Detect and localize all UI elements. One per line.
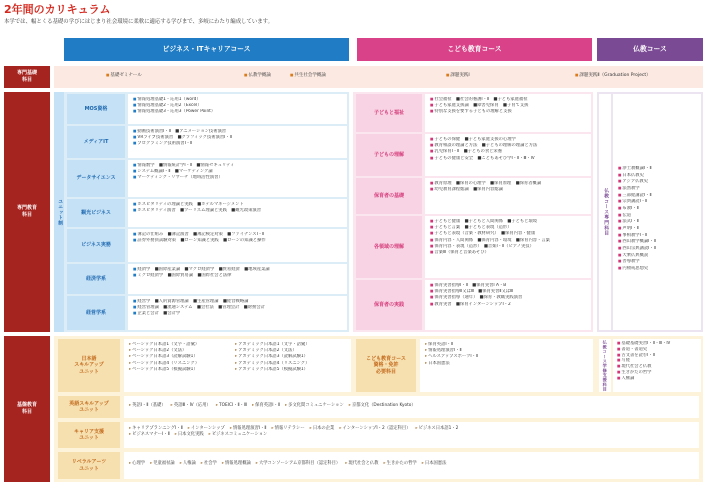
- biz-unit-name: データサイエンス: [67, 160, 125, 197]
- bukkyo-item: ■ 法然教学: [618, 186, 696, 193]
- bukkyo-item: ■ 浄土教概論Ⅰ・Ⅱ: [618, 166, 696, 173]
- kodomo-unit-line: ■ 保育実習指導Ⅰ・Ⅱ ■保育実習Ⅰ A・B: [430, 283, 586, 289]
- kodomo-unit-name: 保育者の実践: [356, 280, 422, 330]
- biz-unit-name: 経済学系: [67, 264, 125, 294]
- bukkyo-kiban-item: ■ 現代社会と仏教: [617, 364, 697, 370]
- kodomo-unit-line: ■ 特別な支援を要する子どもの理解と支援: [430, 109, 586, 115]
- bukkyo-item: ■ 円頓戒思想史: [618, 266, 696, 273]
- unit-career: キャリア支援 ユニット: [58, 422, 120, 448]
- biz-unit-line: ■ 情報処理基礎2・応用2（Excel）: [133, 103, 342, 109]
- kiban-item: ▸ 日本国憲法: [422, 461, 447, 467]
- section-kiban: 基盤教育 科目: [4, 336, 50, 482]
- biz-unit-line: ■ プログラミング技術演習Ⅰ・Ⅱ: [133, 141, 342, 147]
- header-business-course: ビジネス・ITキャリアコース: [64, 38, 349, 61]
- biz-unit-line: ■ 経営学 ■人的資源管理論 ■生産管理論 ■経営戦略論: [133, 299, 342, 305]
- kiban-item: ▸ 京都文化（Destination Kyoto）: [349, 403, 416, 409]
- biz-unit-box: [128, 296, 347, 330]
- bukkyo-item: ■ 日本仏教史: [618, 173, 696, 180]
- english-box: [124, 396, 699, 418]
- nihongo-item: ▸ ベーシック日本語5（模擬試験1）: [129, 367, 235, 373]
- kiban-item: ▸ 情報処理概論: [222, 461, 251, 467]
- kiban-item: ▸ ビジネスマナーⅠ・Ⅱ: [129, 432, 170, 438]
- biz-unit-box: [128, 126, 347, 158]
- biz-unit-name: メディアIT: [67, 126, 125, 158]
- biz-unit-line: ■ マーケティング・リサーチ（地域活性演習）: [133, 175, 342, 181]
- biz-unit-name: 経営学系: [67, 296, 125, 330]
- bukkyo-vertical-label: 仏教コース専門科目: [599, 94, 611, 330]
- kiban-item: ▸ 生きかたの哲学: [383, 461, 416, 467]
- biz-unit-line: ■ ホスピタリティの理論と実践 ■ホテルマネージメント: [133, 202, 342, 208]
- bukkyo-item: ■ 法式Ⅰ・Ⅱ: [618, 219, 696, 226]
- kiban-item: ▸ 大学コンソーシアム京都科目（認定科目）: [256, 461, 340, 467]
- kodomo-unit-name: 各領域の理解: [356, 216, 422, 278]
- kodomo-kiban-item: ▸ 保育英語Ⅰ・Ⅱ: [425, 342, 588, 348]
- biz-unit-line: ■ 簿記の仕組み ■簿記演習 ■簿記検定対策 ■ファイナンスⅠ・Ⅱ: [133, 232, 342, 238]
- bukkyo-kiban-item: ■ 古文書を読むⅠ・Ⅱ: [617, 353, 697, 359]
- kiban-item: ▸ インターンシップ: [188, 426, 225, 432]
- kiso-row: [54, 66, 703, 88]
- kiso-item: ■ 共生社会学概論: [290, 73, 326, 79]
- kiso-item: ■ 課題実践Ⅱ（Graduation Project）: [575, 73, 651, 79]
- kiban-item: ▸ インターンシップⅠ・2（認定科目）: [339, 426, 410, 432]
- kodomo-kiban-item: ▸ 日本国憲法: [425, 361, 588, 367]
- bukkyo-item: ■ 事相教学Ⅰ・Ⅱ: [618, 233, 696, 240]
- kiban-item: ▸ 人権論: [180, 461, 196, 467]
- kodomo-unit-name: 子どもと福祉: [356, 94, 422, 132]
- nihongo-box: [124, 339, 351, 392]
- kiban-item: ▸ 現代社会と仏教: [345, 461, 378, 467]
- bukkyo-item: ■ 善導教学: [618, 259, 696, 266]
- kodomo-unit-line: ■ 保育実習指導Ⅱ又はⅢ ■保育実習Ⅱ又はⅢ: [430, 289, 586, 295]
- bukkyo-kiban-item: ■ 写経: [617, 358, 697, 364]
- bukkyo-list: [613, 94, 701, 330]
- header-kodomo-course: こども教育コース: [357, 38, 592, 61]
- section-senmon-kyoiku: 専門教育 科目: [4, 92, 50, 332]
- biz-unit-line: ■ ホスピタリティ演習 ■ツーリズム理論と実践 ■観光政策演習: [133, 208, 342, 214]
- page-title: 2年間のカリキュラム: [4, 3, 111, 16]
- biz-unit-line: ■ システム概論Ⅰ・Ⅱ ■マーケティング論: [133, 169, 342, 175]
- biz-unit-name: MOS資格: [67, 94, 125, 124]
- nihongo-item: ▸ ベーシック日本語2（文法）: [129, 348, 235, 354]
- kiban-item: ▸ 日本の企業: [310, 426, 335, 432]
- kodomo-unit-box: [425, 178, 591, 214]
- liberal-box: [124, 452, 699, 479]
- nihongo-item: ▸ ベーシック日本語1（文字・語彙）: [129, 342, 235, 348]
- bukkyo-item: ■ 西山教学概論Ⅰ・Ⅱ: [618, 239, 696, 246]
- biz-unit-line: ■ VRライブ技術演習 ■グラフィック技術演習Ⅰ・Ⅱ: [133, 135, 342, 141]
- bukkyo-item: ■ 宗典講読Ⅰ・Ⅱ: [618, 199, 696, 206]
- nihongo-item: ▸ アカデミック日本語1（文字・語彙）: [235, 342, 310, 348]
- kiban-item: ▸ TOEICⅠ・Ⅱ・Ⅲ: [216, 403, 247, 409]
- kiban-item: ▸ 英語Ⅲ・Ⅳ（応用）: [171, 403, 211, 409]
- kodomo-unit-line: ■ 子どもと健康 ■子どもと人間関係 ■子どもと環境: [430, 219, 586, 225]
- biz-unit-box: [128, 264, 347, 294]
- bukkyo-kiban-item: ■ 生きかたの哲学: [617, 370, 697, 376]
- bukkyo-item: ■ 声明Ⅰ・Ⅱ: [618, 226, 696, 233]
- kodomo-unit-line: ■ 幼児教育課程総論 ■保育内容総論: [430, 187, 586, 193]
- bukkyo-item: ■ 布教Ⅰ・Ⅱ: [618, 206, 696, 213]
- kiban-item: ▸ ビジネスコミュニケーション: [209, 432, 268, 438]
- kodomo-unit-box: [425, 280, 591, 330]
- section-senmon-kiso: 専門基礎 科目: [4, 66, 50, 88]
- kodomo-unit-name: 子どもの理解: [356, 134, 422, 176]
- bukkyo-item: ■ アジア仏教史: [618, 179, 696, 186]
- nihongo-item: ▸ アカデミック日本語3（読解試験1）: [235, 354, 310, 360]
- kodomo-kiban-box: [420, 339, 593, 392]
- kodomo-unit-line: ■ 保育実習指導（通年） ■保育・教職実践演習: [430, 295, 586, 301]
- kodomo-unit-line: ■ 教育実習 ■保育インターンシップⅠ・2: [430, 302, 586, 308]
- kiban-item: ▸ 英語Ⅰ・Ⅱ（基礎）: [129, 403, 166, 409]
- kodomo-unit-line: ■ 社会福祉 ■社会的養護Ⅰ・Ⅱ ■子ども家庭福祉: [430, 97, 586, 103]
- bukkyo-item: ■ 伝道: [618, 213, 696, 220]
- unit-english: 英語スキルアップ ユニット: [58, 396, 120, 418]
- career-box: [124, 422, 699, 448]
- biz-unit-box: [128, 94, 347, 124]
- biz-unit-line: ■ 情報処理基礎1・応用1（word）: [133, 97, 342, 103]
- kiban-item: ▸ ビジネス日本語1・2: [416, 426, 459, 432]
- unit-nihongo: 日本語 スキルアップ ユニット: [58, 339, 120, 392]
- biz-unit-box: [128, 199, 347, 227]
- bukkyo-kiban-box: [613, 339, 701, 392]
- kiban-item: ▸ 情報リテラシー: [271, 426, 304, 432]
- biz-unit-line: ■ ミクロ経済学 ■国際貿易論 ■国際社会と法律: [133, 273, 342, 279]
- biz-unit-box: [128, 160, 347, 197]
- biz-unit-line: ■ 情報処理基礎3・応用3（Power Point）: [133, 109, 342, 115]
- kodomo-unit-line: ■ 子どもの健康と安全 ■こどもあそび学Ⅰ・Ⅱ・Ⅲ・Ⅳ: [430, 156, 586, 162]
- nihongo-item: ▸ ベーシック日本語3（読解試験1）: [129, 354, 235, 360]
- bukkyo-kiban-vertical: 仏教コース学修支援科目: [599, 339, 611, 392]
- biz-unit-name: ビジネス実務: [67, 229, 125, 262]
- biz-unit-line: ■ 動画技術演習Ⅰ・Ⅱ ■アニメーション技術演習: [133, 129, 342, 135]
- kodomo-unit-line: ■ 教育相談の理論と方法 ■子どもの理解の理論と方法: [430, 143, 586, 149]
- biz-unit-box: [128, 229, 347, 262]
- bukkyo-item: ■ 西山宗典講読Ⅰ・Ⅱ: [618, 246, 696, 253]
- kodomo-unit-line: ■ 乳児保育Ⅰ・Ⅱ ■子どもの食と栄養: [430, 149, 586, 155]
- kodomo-kiban-item: ▸ 情報処理演習Ⅰ・Ⅱ: [425, 348, 588, 354]
- nihongo-item: ▸ ベーシック日本語4（リスニング）: [129, 361, 235, 367]
- kodomo-unit-box: [425, 134, 591, 176]
- biz-unit-line: ■ 経済学 ■国際産業論 ■マクロ経済学 ■貿易経済 ■地域産業論: [133, 267, 342, 273]
- bukkyo-kiban-item: ■ 書道・書道史: [617, 347, 697, 353]
- nihongo-item: ▸ アカデミック日本語5（模擬試験1）: [235, 367, 310, 373]
- kodomo-unit-box: [425, 94, 591, 132]
- kodomo-kiban-label: こども教育コース 資格・免許 必要科目: [356, 339, 416, 392]
- kiban-item: ▸ キャリアプランニングⅠ・Ⅱ: [129, 426, 183, 432]
- kodomo-unit-name: 保育者の基礎: [356, 178, 422, 214]
- kiban-item: ▸ 保育英語Ⅰ・Ⅱ: [252, 403, 280, 409]
- nihongo-item: ▸ アカデミック日本語2（文法）: [235, 348, 310, 354]
- kodomo-unit-box: [425, 216, 591, 278]
- biz-unit-name: 観光ビジネス: [67, 199, 125, 227]
- unit-liberal: リベラルアーツ ユニット: [58, 452, 120, 479]
- kodomo-unit-line: ■ 保育内容・表現（造形） ■音楽Ⅰ・Ⅱ（ピアノ実技）: [430, 244, 586, 250]
- header-bukkyo-course: 仏教コース: [597, 38, 703, 61]
- biz-unit-line: ■ 情報数学 ■情報統計学Ⅰ・Ⅱ ■情報セキュリティ: [133, 163, 342, 169]
- nihongo-item: ▸ アカデミック日本語4（リスニング）: [235, 361, 310, 367]
- kiso-item: ■ 課題実践Ⅰ: [446, 73, 470, 79]
- bukkyo-item: ■ 三部経講読Ⅰ・Ⅱ: [618, 193, 696, 200]
- kodomo-unit-line: ■ 子どもの保健 ■子ども家庭支援の心理学: [430, 137, 586, 143]
- biz-unit-line: ■ 証券外務員試験対策 ■ローン知識と実践 ■ローンの知識と操作: [133, 238, 342, 244]
- bukkyo-kiban-item: ■ 基礎基礎実習Ⅰ・Ⅱ・Ⅲ・Ⅳ: [617, 341, 697, 347]
- kiso-item: ■ 仏教学概論: [244, 73, 271, 79]
- kiso-item: ■ 基礎ゼミナール: [106, 73, 142, 79]
- kodomo-unit-line: ■ 子どもと表現（音楽・教材研究） ■保育内容・健康: [430, 231, 586, 237]
- bukkyo-item: ■ 大乗仏典概説: [618, 253, 696, 260]
- unit-label: ユニット制: [54, 92, 64, 332]
- kodomo-unit-line: ■ 子ども家庭支援論 ■障害児保育 ■子育て支援: [430, 103, 586, 109]
- page-lead: 本学では、幅とくる基礎の学びにはじまり社会環境に柔軟に適応する学びまで、多岐にわたり編成しています。: [4, 19, 273, 25]
- biz-unit-line: ■ 企業と会計 ■会計学: [133, 311, 342, 317]
- kiban-item: ▸ 児童福祉論: [150, 461, 175, 467]
- kodomo-unit-line: ■ 音楽Ⅲ（保育と音楽あそび）: [430, 250, 586, 256]
- kodomo-unit-line: ■ 子どもと言葉 ■子どもと表現（造形）: [430, 225, 586, 231]
- kodomo-unit-line: ■ 教育原理 ■保育の心理学 ■保育原理 ■保育者概論: [430, 181, 586, 187]
- kiban-item: ▸ 社会学: [201, 461, 217, 467]
- kiban-item: ▸ 多文化間コミュニケーション: [285, 403, 344, 409]
- kiban-item: ▸ 日本文化実践: [175, 432, 204, 438]
- kiban-item: ▸ 心理学: [129, 461, 145, 467]
- biz-unit-line: ■ 経営管理論 ■流通システム ■会社法 ■管理会計 ■財務会計: [133, 305, 342, 311]
- bukkyo-kiban-item: ■ 人権論: [617, 376, 697, 382]
- kodomo-unit-line: ■ 保育内容・人間関係 ■保育内容・環境 ■保育内容・言葉: [430, 238, 586, 244]
- kodomo-kiban-item: ▸ ヘルスアップスポーツⅠ・Ⅱ: [425, 354, 588, 360]
- kiban-item: ▸ 情報処理演習Ⅰ・Ⅱ: [230, 426, 267, 432]
